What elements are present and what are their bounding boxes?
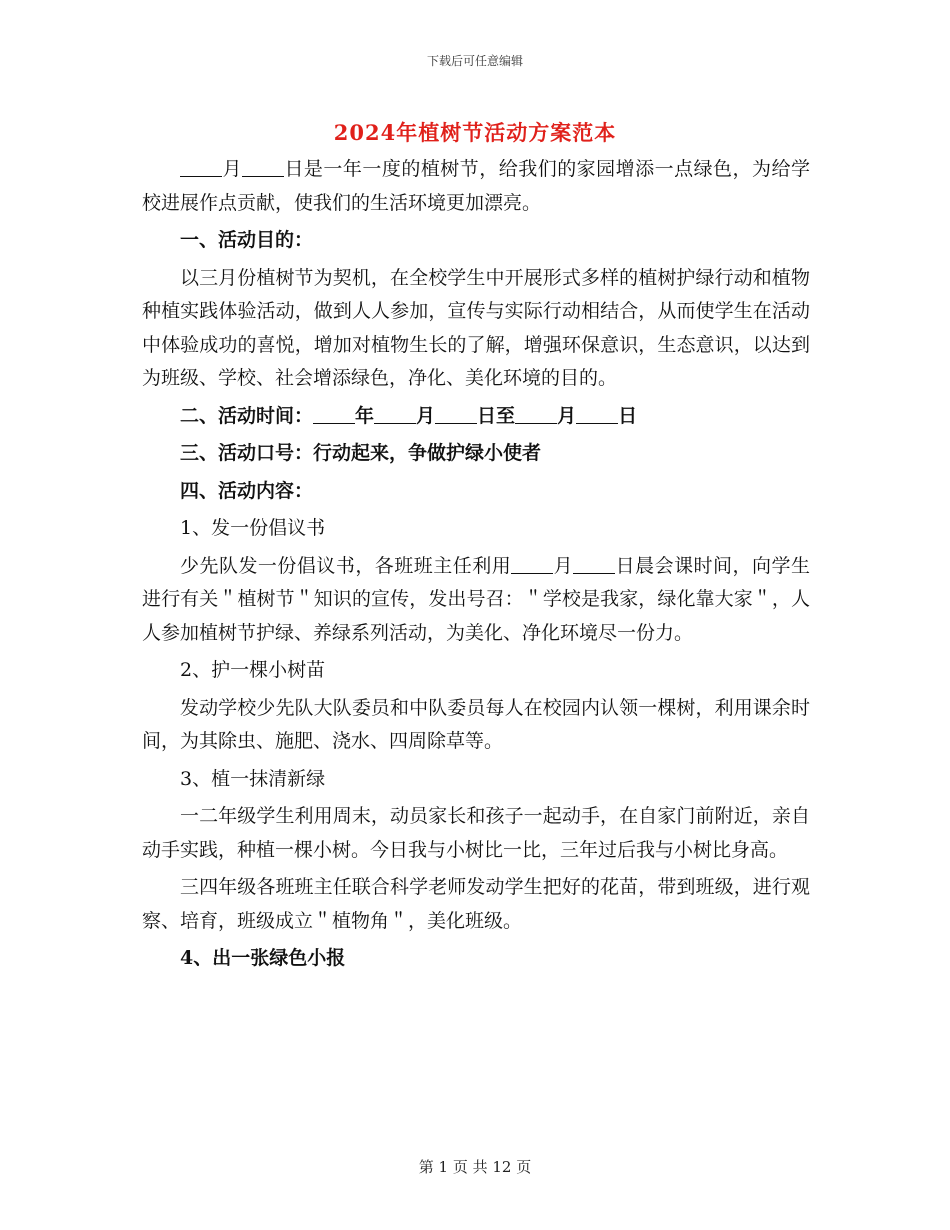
item-paragraph-1 [142, 550, 810, 651]
blank-line [180, 158, 222, 177]
blank-line [515, 405, 557, 424]
time-year: 年 [355, 404, 375, 427]
item1-text-b: 月 [553, 554, 574, 577]
section-heading-content: 四、活动内容： [180, 479, 314, 502]
section-heading-purpose: 一、活动目的： [180, 229, 314, 251]
item1-text-c: 日晨会课时间，向学生进行有关＂植树节＂知识的宣传，发出号召：＂学校是我家，绿化靠大家＂，人人参加植树节护绿、养绿系列活动，为美化、净化环境尽一份力。 [142, 554, 810, 644]
document-body [142, 153, 810, 980]
blank-line [374, 405, 416, 424]
time-month2: 月 [557, 404, 577, 427]
blank-line [576, 405, 618, 424]
section-heading-slogan: 三、活动口号：行动起来，争做护绿小使者 [180, 442, 542, 464]
blank-line [573, 555, 615, 574]
page-footer: 第 1 页 共 12 页 [418, 1158, 532, 1176]
page-header: 下载后可任意编辑 [426, 54, 523, 68]
blank-line [242, 158, 284, 177]
item-paragraph-3b: 三四年级各班班主任联合科学老师发动学生把好的花苗，带到班级，进行观察、培育，班级成立＂植物角＂，美化班级。 [142, 876, 810, 932]
time-day-to: 日至 [477, 404, 516, 427]
time-month: 月 [416, 404, 436, 427]
item-title-3: 3、植一抹清新绿 [180, 767, 326, 790]
purpose-paragraph: 以三月份植树节为契机，在全校学生中开展形式多样的植树护绿行动和植物种植实践体验活动，做到人人参加，宣传与实际行动相结合，从而使学生在活动中体验成功的喜悦，增加对植物生长的了解，增强环保意识，生态意识，以达到为班级、学校、社会增添绿色，净化、美化环境的目的。 [142, 266, 810, 389]
document-title: 2024年植树节活动方案范本 [333, 120, 617, 145]
time-label: 二、活动时间： [180, 404, 314, 427]
item-paragraph-2: 发动学校少先队大队委员和中队委员每人在校园内认领一棵树，利用课余时间，为其除虫、施肥、浇水、四周除草等。 [142, 696, 810, 752]
item-title-1: 1、发一份倡议书 [180, 517, 326, 539]
intro-text-month: 月 [222, 158, 242, 180]
blank-line [511, 555, 553, 574]
blank-line [313, 405, 355, 424]
item-paragraph-3a: 一二年级学生利用周末，动员家长和孩子一起动手，在自家门前附近，亲自动手实践，种植一棵小树。今日我与小树比一比，三年过后我与小树比身高。 [142, 805, 810, 861]
item-title-4: 4、出一张绿色小报 [180, 947, 346, 969]
section-heading-time [142, 400, 810, 434]
item-title-2: 2、护一棵小树苗 [180, 659, 326, 681]
item1-text-a: 少先队发一份倡议书，各班班主任利用 [180, 554, 512, 577]
blank-line [435, 405, 477, 424]
intro-text: 日是一年一度的植树节，给我们的家园增添一点绿色，为给学校进展作点贡献，使我们的生活环境更加漂亮。 [142, 158, 810, 214]
intro-paragraph [142, 153, 810, 220]
time-day: 日 [618, 404, 638, 427]
